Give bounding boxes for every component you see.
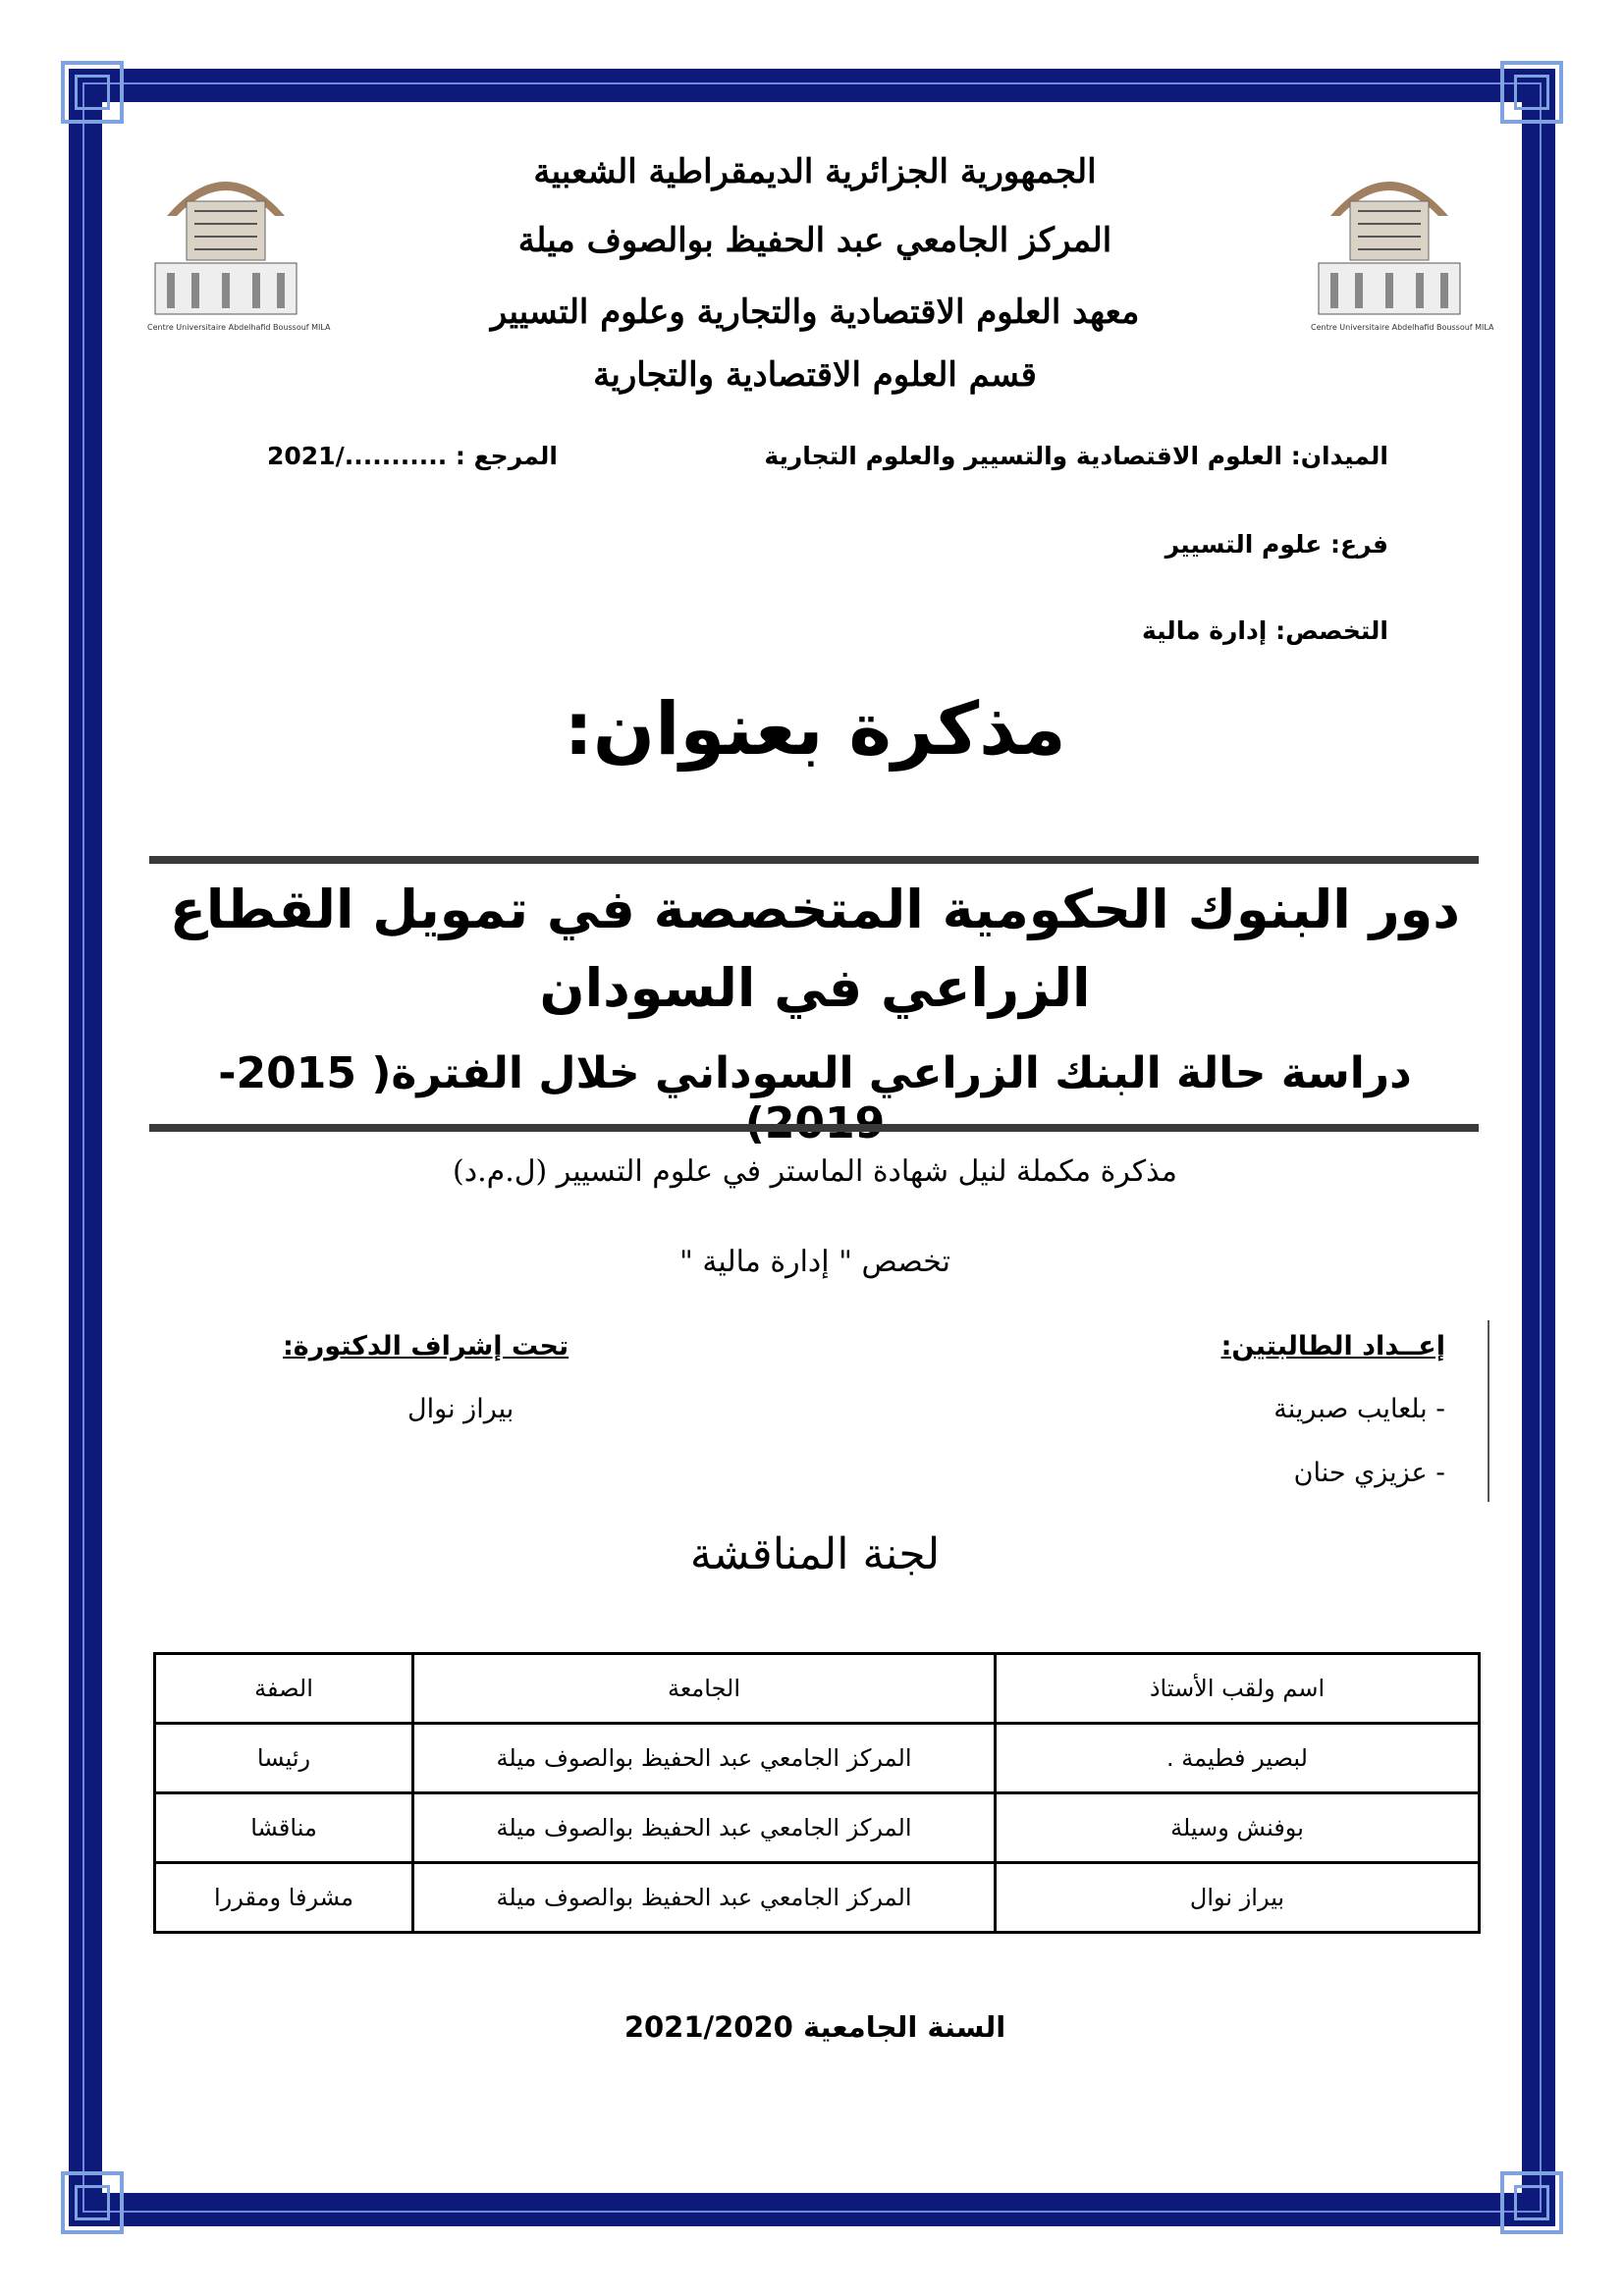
- title-rule-top: [149, 856, 1479, 864]
- field-label: الميدان: العلوم الاقتصادية والتسيير والعلوم التجارية: [764, 442, 1388, 470]
- table-header-row: [155, 1654, 1480, 1724]
- case-study-line: دراسة حالة البنك الزراعي السوداني خلال الفترة( 2015-: [218, 1048, 1412, 1098]
- logo-caption: Centre Universitaire Abdelhafid Boussouf MILA: [147, 323, 331, 332]
- column-header: الجامعة: [413, 1654, 996, 1724]
- column-header: اسم ولقب الأستاذ: [996, 1654, 1480, 1724]
- supervisor-name: بيراز نوال: [407, 1394, 514, 1424]
- degree-line: مذكرة مكملة لنيل شهادة الماستر في علوم التسيير (ل.م.د): [453, 1154, 1177, 1189]
- corner-ornament-bottom-left: [61, 2171, 124, 2234]
- header-institute: معهد العلوم الاقتصادية والتجارية وعلوم التسيير: [490, 293, 1140, 332]
- memo-heading: مذكرة بعنوان:: [564, 687, 1066, 772]
- member-name: بيراز نوال: [996, 1863, 1480, 1933]
- thesis-title-line2: الزراعي في السودان: [539, 957, 1091, 1019]
- supervisor-heading: تحت إشراف الدكتورة:: [283, 1331, 569, 1362]
- member-university: المركز الجامعي عبد الحفيظ بوالصوف ميلة: [413, 1793, 996, 1863]
- member-role: مناقشا: [155, 1793, 413, 1863]
- building-logo-icon: [147, 147, 331, 334]
- column-header: الصفة: [155, 1654, 413, 1724]
- header-republic: الجمهورية الجزائرية الديمقراطية الشعبية: [533, 152, 1097, 191]
- degree-specialty: تخصص " إدارة مالية ": [679, 1245, 950, 1279]
- header-department: قسم العلوم الاقتصادية والتجارية: [593, 355, 1037, 395]
- corner-ornament-bottom-right: [1500, 2171, 1563, 2234]
- corner-ornament-top-left: [61, 61, 124, 124]
- member-role: مشرفا ومقررا: [155, 1863, 413, 1933]
- logo-caption: Centre Universitaire Abdelhafid Boussouf MILA: [1311, 323, 1494, 332]
- table-row: [155, 1793, 1480, 1863]
- building-logo-icon: [1311, 147, 1494, 334]
- header-university: المركز الجامعي عبد الحفيظ بوالصوف ميلة: [517, 221, 1112, 260]
- member-name: بوفنش وسيلة: [996, 1793, 1480, 1863]
- student-name: - عزيزي حنان: [1293, 1458, 1445, 1488]
- member-university: المركز الجامعي عبد الحفيظ بوالصوف ميلة: [413, 1863, 996, 1933]
- reference-label: المرجع : .........../2021: [267, 442, 558, 470]
- member-role: رئيسا: [155, 1724, 413, 1793]
- title-rule-bottom: [149, 1124, 1479, 1132]
- member-name: لبصير فطيمة .: [996, 1724, 1480, 1793]
- table-row: [155, 1863, 1480, 1933]
- academic-year: السنة الجامعية 2021/2020: [623, 2010, 1006, 2044]
- thesis-title-line1: دور البنوك الحكومية المتخصصة في تمويل القطاع: [170, 879, 1460, 940]
- student-name: - بلعايب صبرينة: [1273, 1394, 1445, 1424]
- university-logo-left: [147, 147, 331, 334]
- specialty-label: التخصص: إدارة مالية: [1141, 616, 1388, 645]
- branch-label: فرع: علوم التسيير: [1164, 530, 1388, 559]
- committee-heading: لجنة المناقشة: [689, 1529, 941, 1579]
- students-divider: [1488, 1320, 1489, 1502]
- students-heading: إعــداد الطالبتين:: [1220, 1331, 1445, 1362]
- table-row: [155, 1724, 1480, 1793]
- corner-ornament-top-right: [1500, 61, 1563, 124]
- committee-table: [153, 1652, 1481, 1934]
- member-university: المركز الجامعي عبد الحفيظ بوالصوف ميلة: [413, 1724, 996, 1793]
- university-logo-right: [1311, 147, 1494, 334]
